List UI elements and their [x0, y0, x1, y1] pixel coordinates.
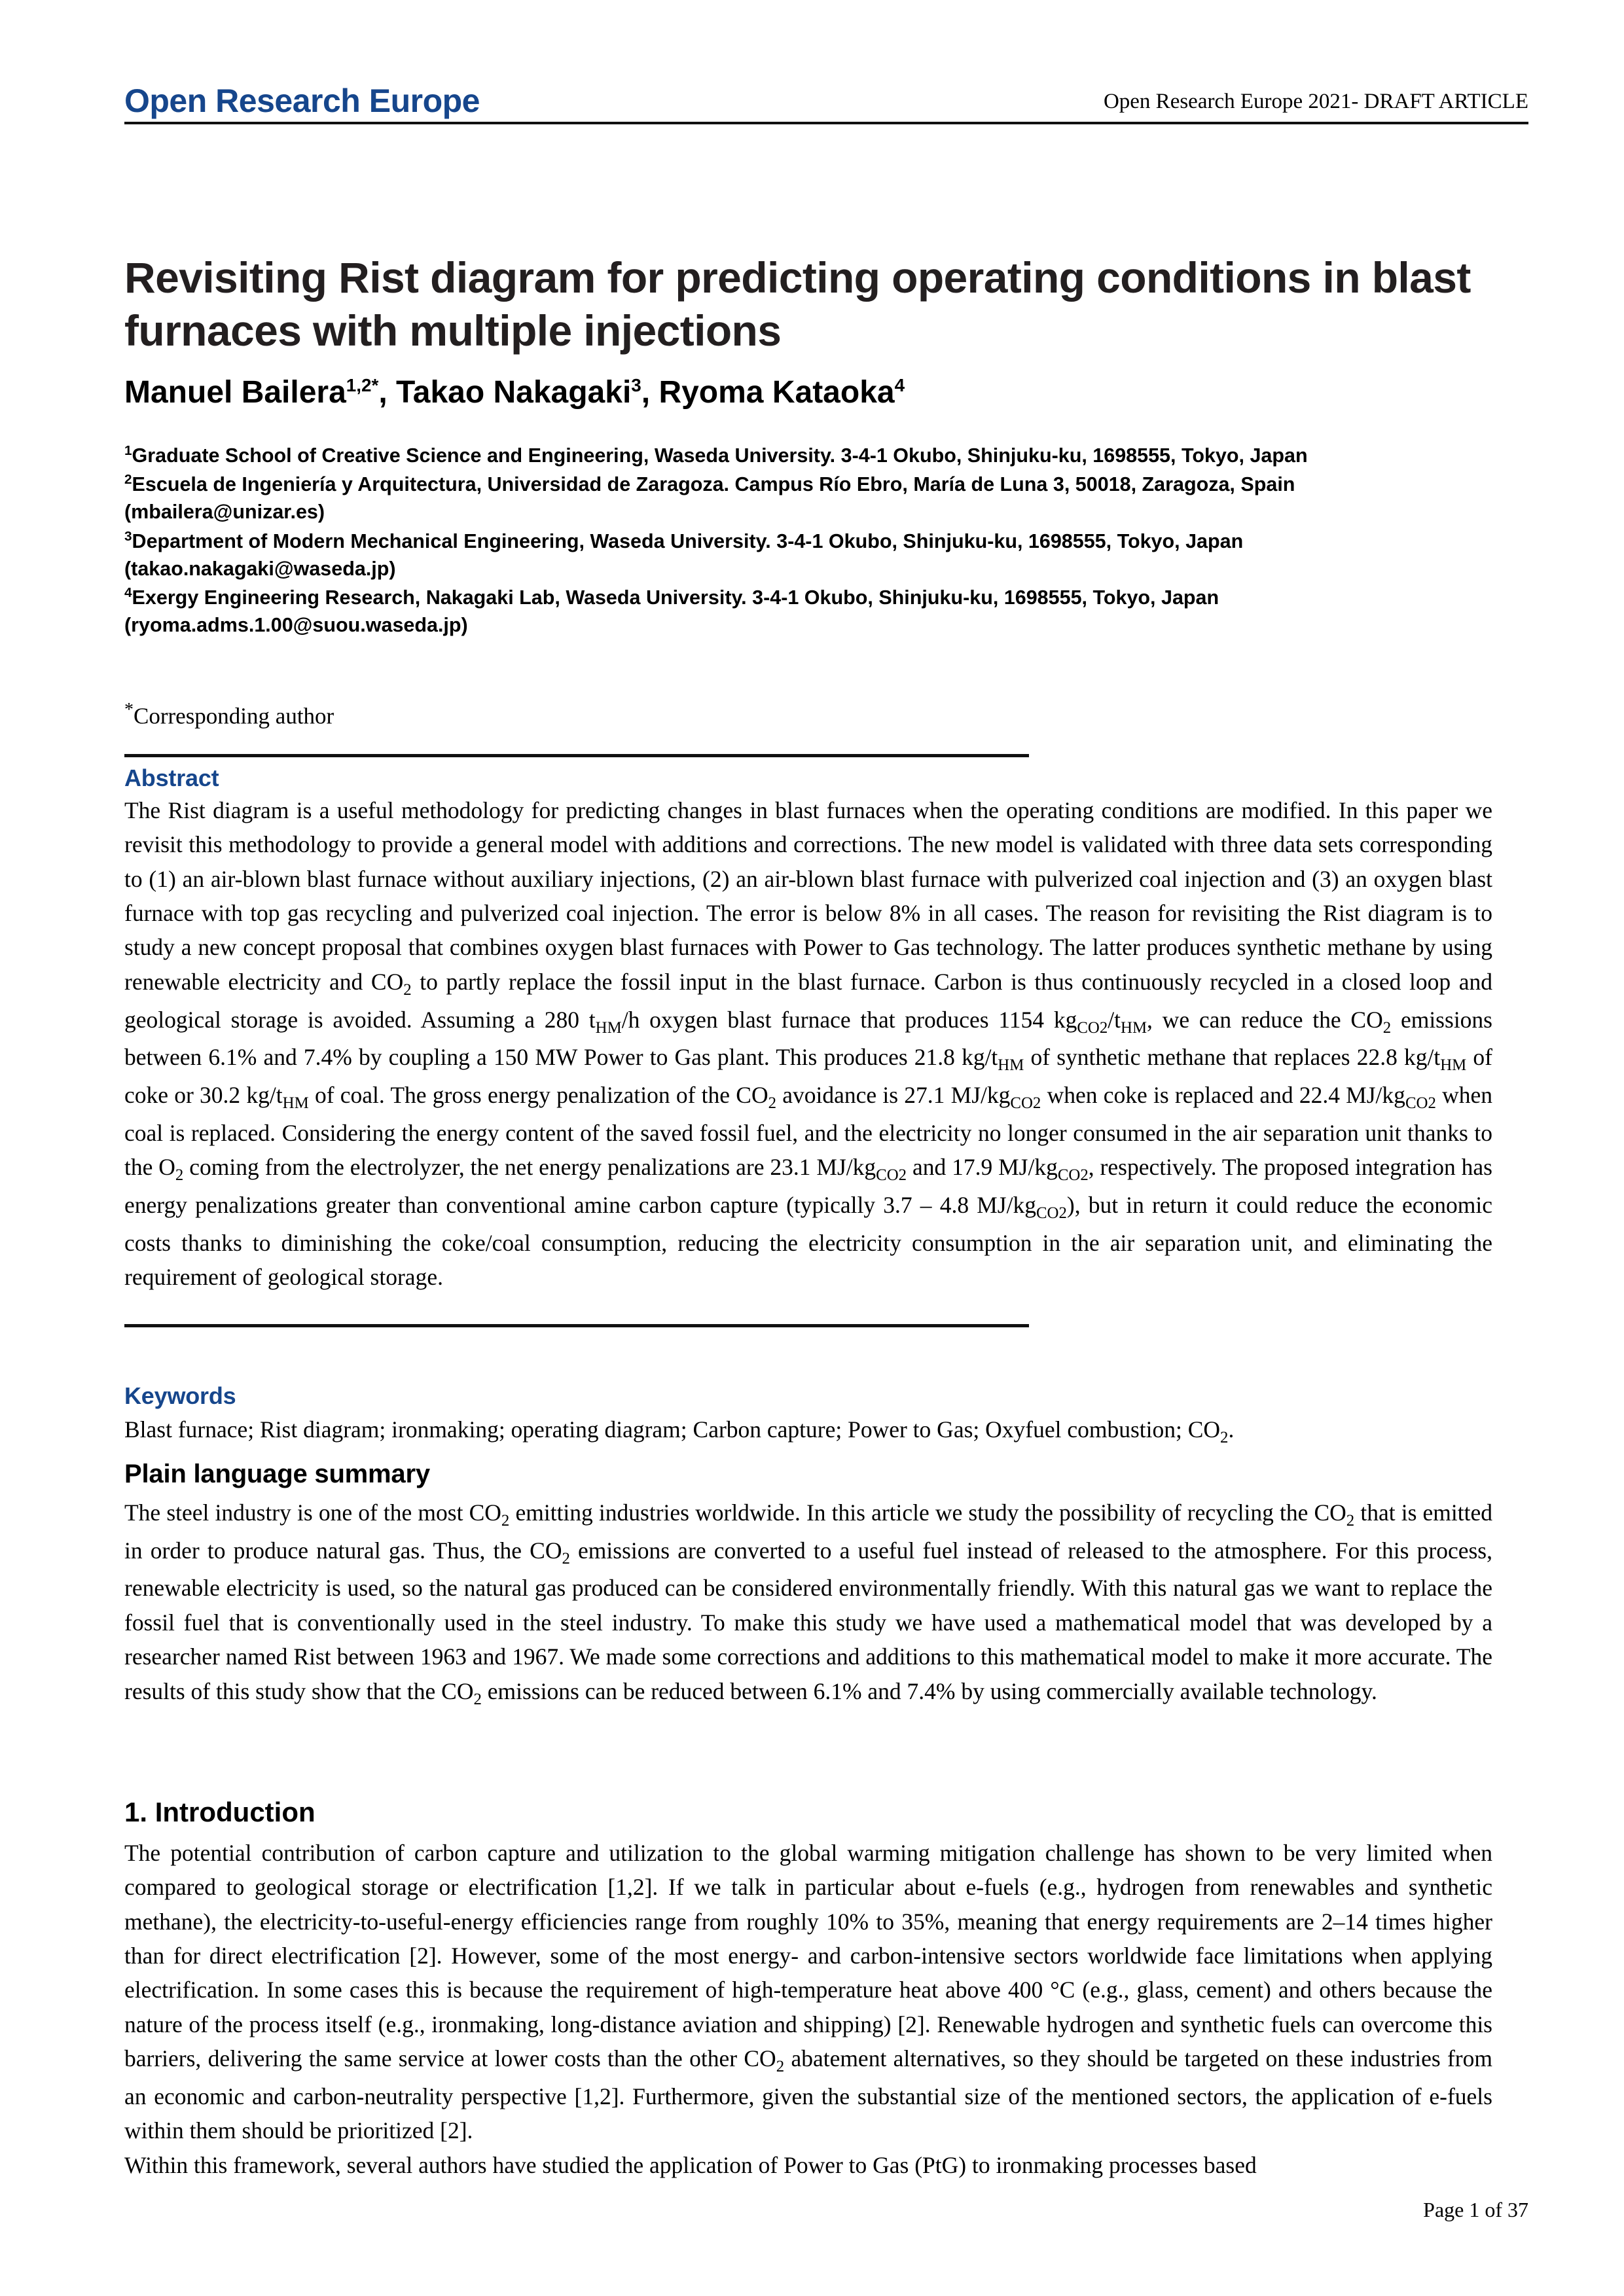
introduction-paragraph: Within this framework, several authors have studied the application of Power to Gas (PtG) to ironmaking processes based: [124, 2151, 1257, 2178]
affiliation-marker: 3: [124, 528, 132, 544]
page-title: Revisiting Rist diagram for predicting operating conditions in blast furnaces with multiple injections: [124, 253, 1471, 355]
header-article-status: Open Research Europe 2021- DRAFT ARTICLE: [1103, 90, 1528, 113]
affiliation-item: [124, 442, 1489, 469]
affiliation-text: Department of Modern Mechanical Engineering, Waseda University. 3-4-1 Okubo, Shinjuku-ku, 1698555, Tokyo, Japan (takao.nakagaki@waseda.jp): [124, 529, 1244, 580]
plain-language-summary-body: The steel industry is one of the most $CO_2$ emitting industries worldwide. In this article we study the possibility of recycling the $CO_2$ that is emitted in order to produce natural gas. Thus, the $CO_2$ emissions are converted to a useful fuel instead of released to the atmosphere. For this process, renewable electricity is used, so the natural gas produced can be considered environmentally friendly. With this natural gas we want to replace the fossil fuel that is conventionally used in the steel industry. To make this study we have used a mathematical model that was developed by a researcher named Rist between 1963 and 1967. We made some corrections and additions to this mathematical model to make it more accurate. The results of this study show that the $CO_2$ emissions can be reduced between 6.1% and 7.4% by using commercially available technology.: [124, 1499, 1492, 1708]
abstract-heading: Abstract: [124, 764, 219, 791]
affiliation-text: Exergy Engineering Research, Nakagaki Lab, Waseda University. 3-4-1 Okubo, Shinjuku-ku, 1698555, Tokyo, Japan (ryoma.adms.1.00@suou.waseda.jp): [124, 586, 1219, 637]
affiliation-item: [124, 471, 1489, 526]
keywords-heading: Keywords: [124, 1382, 236, 1409]
introduction-paragraph: The potential contribution of carbon capture and utilization to the global warming mitigation challenge has shown to be very limited when compared to geological storage or electrification [1,2]. If we talk in particular about e-fuels (e.g., hydrogen from renewables and synthetic methane), the electricity-to-useful-energy efficiencies range from roughly 10% to 35%, meaning that energy requirements are 2–14 times higher than for direct electrification [2]. However, some of the most energy- and carbon-intensive sectors worldwide face limitations when applying electrification. In some cases this is because the requirement of high-temperature heat above 400 °C (e.g., glass, cement) and others because the nature of the process itself (e.g., ironmaking, long-distance aviation and shipping) [2]. Renewable hydrogen and synthetic fuels can overcome this barriers, delivering the same service at lower costs than the other $CO_2$ abatement alternatives, so they should be targeted on these industries from an economic and carbon-neutrality perspective [1,2]. Furthermore, given the substantial size of the mentioned sectors, the application of e-fuels within them should be prioritized [2].: [124, 1840, 1492, 2144]
keywords-body: Blast furnace; Rist diagram; ironmaking; operating diagram; Carbon capture; Power to Gas; Oxyfuel combustion; $CO_2$.: [124, 1416, 1235, 1447]
running-header: [124, 62, 1528, 124]
plain-language-summary-heading: Plain language summary: [124, 1460, 430, 1488]
introduction-heading: 1. Introduction: [124, 1797, 316, 1827]
introduction-body: [124, 1836, 1492, 2182]
affiliation-item: [124, 584, 1489, 639]
affiliation-item: [124, 528, 1489, 583]
affiliation-text: Graduate School of Creative Science and Engineering, Waseda University. 3-4-1 Okubo, Shinjuku-ku, 1698555, Tokyo, Japan: [132, 444, 1308, 467]
page-footer: Page 1 of 37: [1423, 2198, 1528, 2221]
journal-logo: Open Research Europe: [124, 82, 480, 119]
corresponding-author-note: *Corresponding author: [124, 700, 334, 729]
author-list: Manuel Bailera$^{1,2*}$, Takao Nakagaki$^3$, Ryoma Kataoka$^4$: [124, 375, 905, 410]
affiliation-marker: 1: [124, 443, 132, 458]
abstract-top-divider: [124, 754, 1029, 757]
abstract-bottom-divider: [124, 1324, 1029, 1327]
affiliation-list: [124, 442, 1489, 640]
affiliation-marker: 2: [124, 472, 132, 488]
affiliation-marker: 4: [124, 584, 132, 600]
affiliation-text: Escuela de Ingeniería y Arquitectura, Universidad de Zaragoza. Campus Río Ebro, María de Luna 3, 50018, Zaragoza, Spain (mbailera@unizar.es): [124, 473, 1295, 524]
abstract-body: The Rist diagram is a useful methodology for predicting changes in blast furnaces when the operating conditions are modified. In this paper we revisit this methodology to provide a general model with additions and corrections. The new model is validated with three data sets corresponding to (1) an air-blown blast furnace without auxiliary injections, (2) an air-blown blast furnace with pulverized coal injection and (3) an oxygen blast furnace with top gas recycling and pulverized coal injection. The error is below 8% in all cases. The reason for revisiting the Rist diagram is to study a new concept proposal that combines oxygen blast furnaces with Power to Gas technology. The latter produces synthetic methane by using renewable electricity and $CO_2$ to partly replace the fossil input in the blast furnace. Carbon is thus continuously recycled in a closed loop and geological storage is avoided. Assuming a 280 $t_{HM}/h$ oxygen blast furnace that produces 1154 $kg_{CO2}/t_{HM}$, we can reduce the $CO_2$ emissions between 6.1% and 7.4% by coupling a 150 MW Power to Gas plant. This produces 21.8 $kg/t_{HM}$ of synthetic methane that replaces 22.8 $kg/t_{HM}$ of coke or 30.2 $kg/t_{HM}$ of coal. The gross energy penalization of the $CO_2$ avoidance is 27.1 $MJ/kg_{CO2}$ when coke is replaced and 22.4 $MJ/kg_{CO2}$ when coal is replaced. Considering the energy content of the saved fossil fuel, and the electricity no longer consumed in the air separation unit thanks to the $O_2$ coming from the electrolyzer, the net energy penalizations are 23.1 $MJ/kg_{CO2}$ and 17.9 $MJ/kg_{CO2}$, respectively. The proposed integration has energy penalizations greater than conventional amine carbon capture (typically 3.7 – 4.8 $MJ/kg_{CO2}$), but in return it could reduce the economic costs thanks to diminishing the coke/coal consumption, reducing the electricity consumption in the air separation unit, and eliminating the requirement of geological storage.: [124, 797, 1493, 1290]
